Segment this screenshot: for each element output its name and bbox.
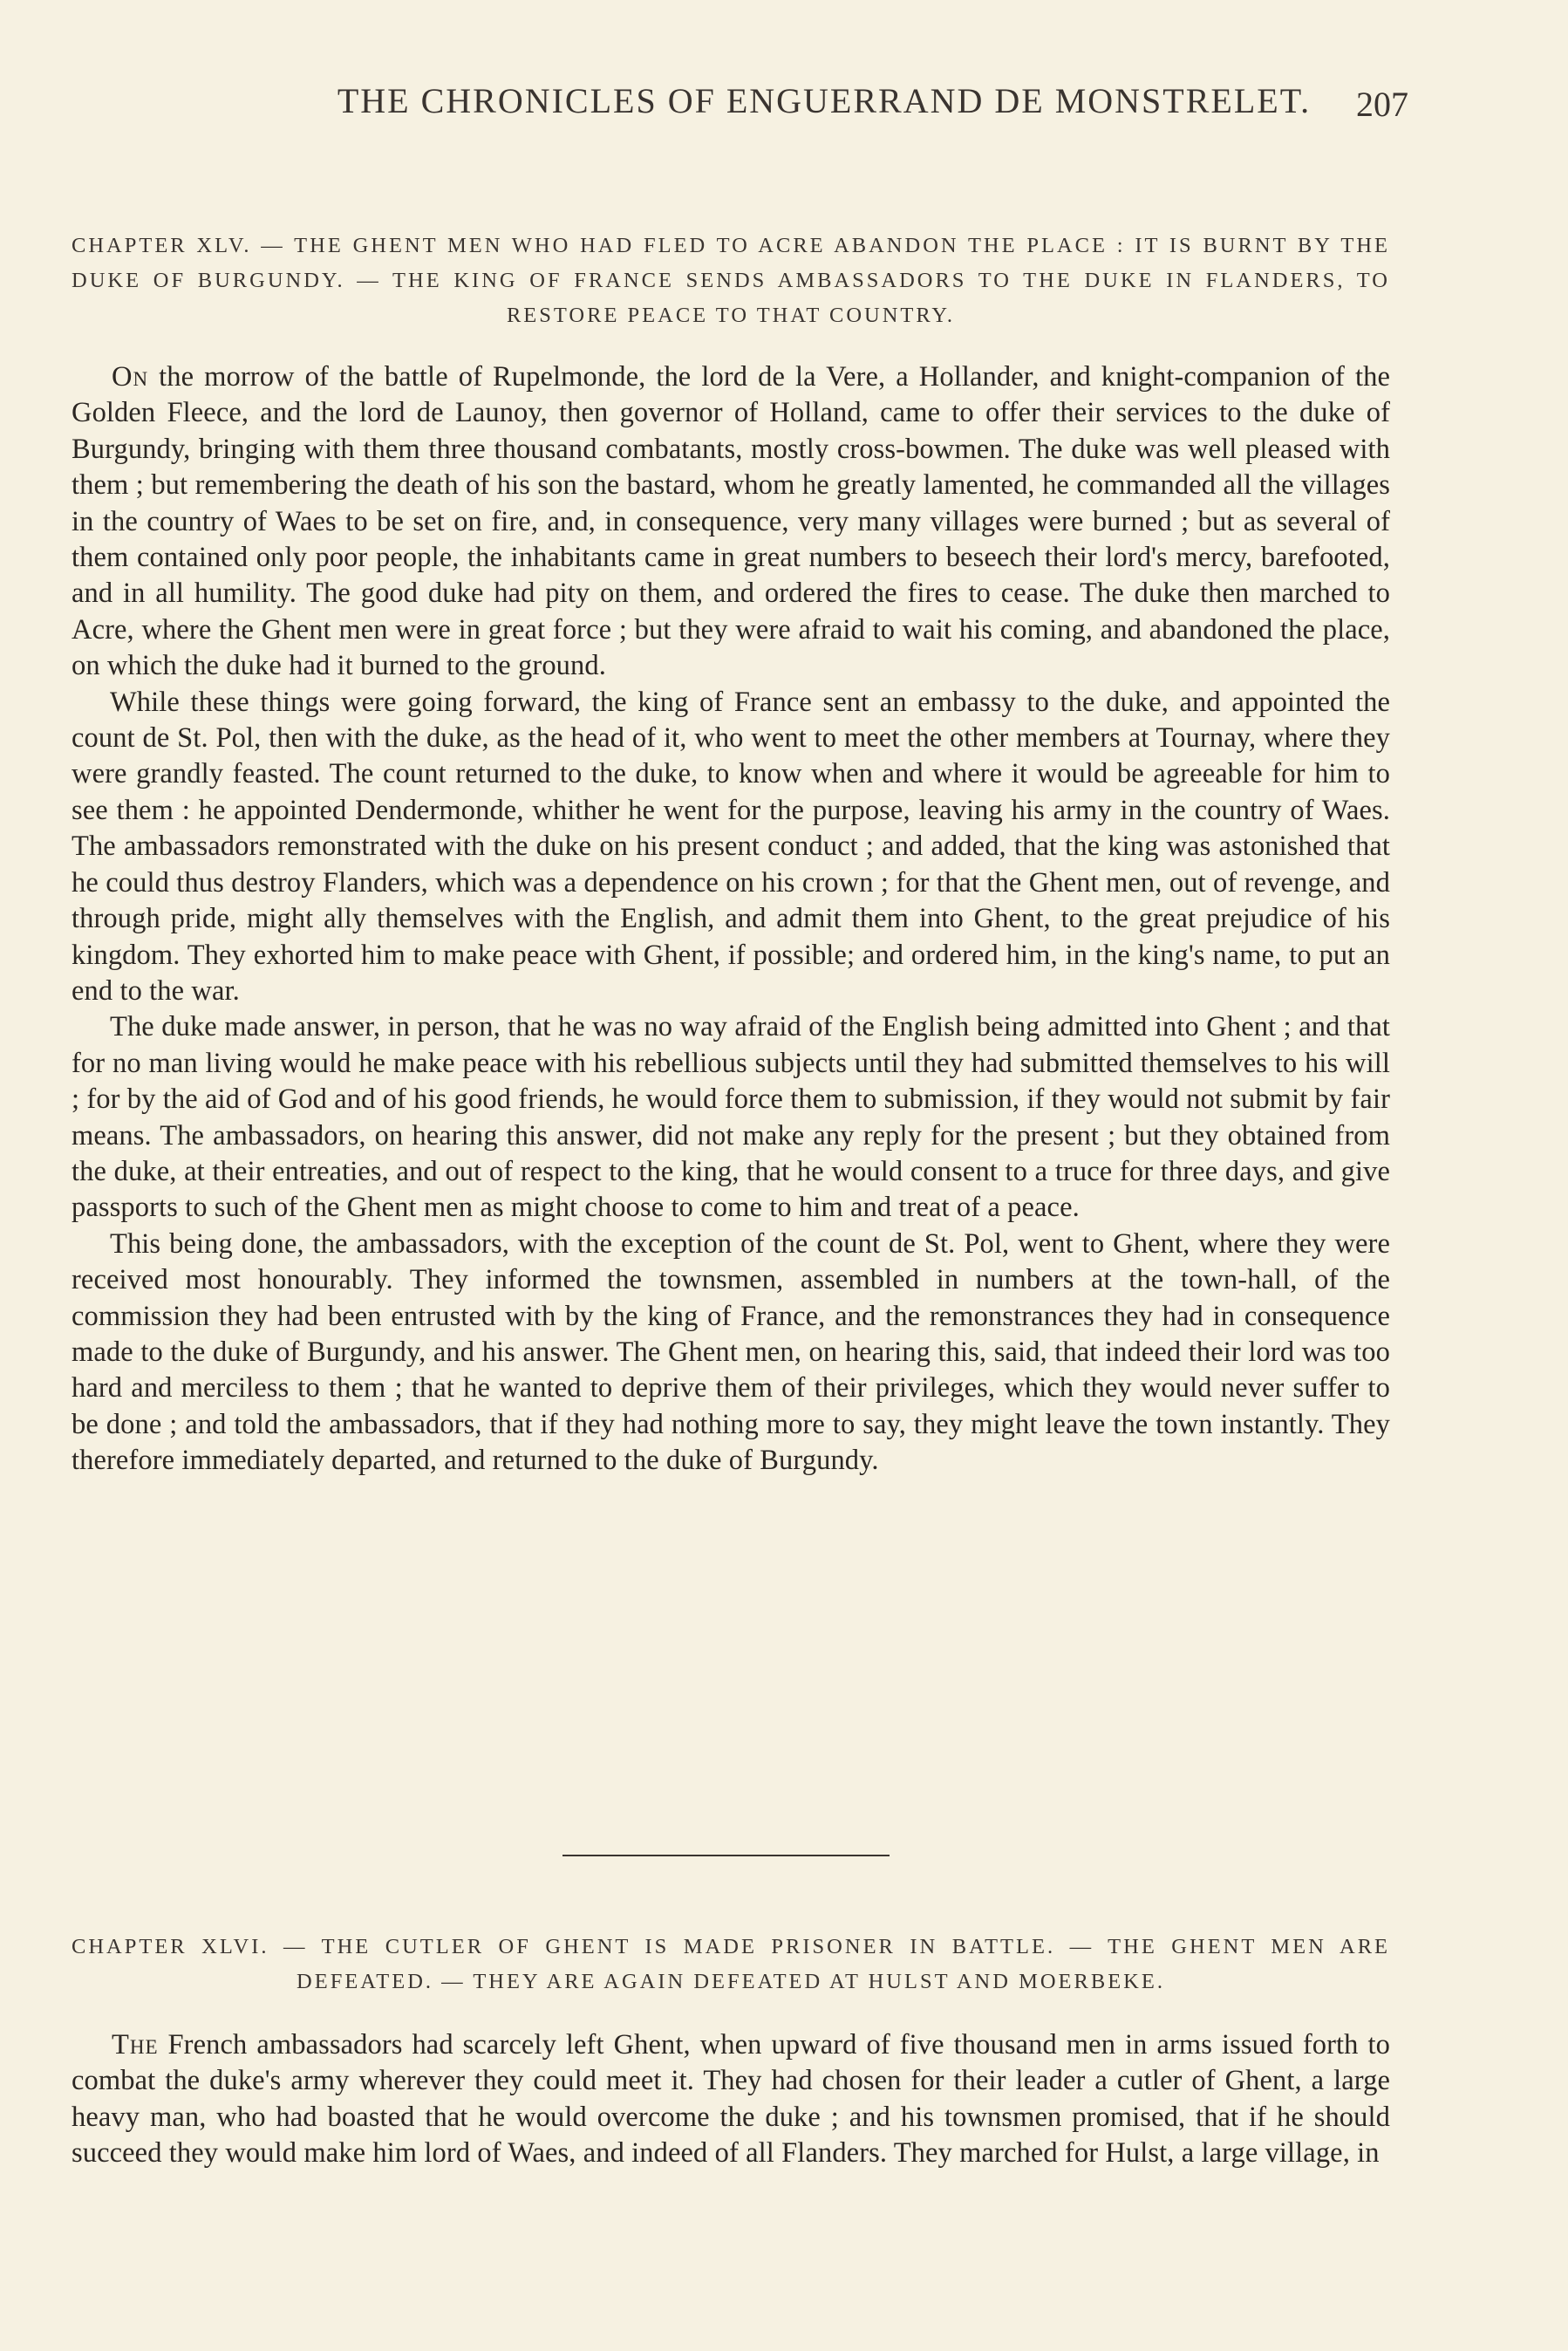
- chapter-46-heading-block: [72, 1930, 1390, 1999]
- paragraph: The duke made answer, in person, that he was no way afraid of the English being admitted into Ghent ; and that for no man living would he make peace with his rebellious subjects until they had submitted themselves to his will ; for by the aid of God and of his good friends, he would force them to submission, if they would not submit by fair means. The ambassadors, on hearing this answer, did not make any reply for the present ; but they obtained from the duke, at their entreaties, and out of respect to the king, that he would consent to a truce for three days, and give passports to such of the Ghent men as might choose to come to him and treat of a peace.: [72, 1011, 1390, 1224]
- page-number: 207: [1356, 85, 1408, 124]
- section-divider: [562, 1855, 890, 1856]
- paragraph: While these things were going forward, the king of France sent an embassy to the duke, and appointed the count de St. Pol, then with the duke, as the head of it, who went to meet the other members at Tournay, where they were grandly feasted. The count returned to the duke, to know when and where it would be agreeable for him to see them : he appointed Dendermonde, whither he went for the purpose, leaving his army in the country of Waes. The ambassadors remonstrated with the duke on his present conduct ; and added, that the king was astonished that he could thus destroy Flanders, which was a dependence on his crown ; for that the Ghent men, out of revenge, and through pride, might ally themselves with the English, and admit them into Ghent, to the great prejudice of his kingdom. They exhorted him to make peace with Ghent, if possible; and ordered him, in the king's name, to put an end to the war.: [72, 686, 1390, 1007]
- chapter-46-body: [72, 2027, 1390, 2172]
- paragraph-text: the morrow of the battle of Rupelmonde, the lord de la Vere, a Hollander, and knight-companion of the Golden Fleece, and the lord de Launoy, then governor of Holland, came to offer their services to the duke of Burgundy, bringing with them three thousand combatants, mostly cross-bowmen. The duke was well pleased with them ; but remembering the death of his son the bastard, whom he greatly lamented, he commanded all the villages in the country of Waes to be set on fire, and, in consequence, very many villages were burned ; but as several of them contained only poor people, the inhabitants came in great numbers to beseech their lord's mercy, barefooted, and in all humility. The good duke had pity on them, and ordered the fires to cease. The duke then marched to Acre, where the Ghent men were in great force ; but they were afraid to wait his coming, and abandoned the place, on which the duke had it burned to the ground.: [72, 361, 1390, 682]
- chapter-heading: CHAPTER XLVI. — THE CUTLER OF GHENT IS MADE PRISONER IN BATTLE. — THE GHENT MEN ARE DEFEATED. — THEY ARE AGAIN DEFEATED AT HULST AND MOERBEKE.: [72, 1935, 1390, 1993]
- chapter-45-body: [72, 359, 1390, 1480]
- chapter-heading: CHAPTER XLV. — THE GHENT MEN WHO HAD FLED TO ACRE ABANDON THE PLACE : IT IS BURNT BY THE DUKE OF BURGUNDY. — THE KING OF FRANCE SENDS AMBASSADORS TO THE DUKE IN FLANDERS, TO RESTORE PEACE TO THAT COUNTRY.: [72, 234, 1390, 327]
- paragraph-text: French ambassadors had scarcely left Ghent, when upward of five thousand men in arms issued forth to combat the duke's army wherever they could meet it. They had chosen for their leader a cutler of Ghent, a large heavy man, who had boasted that he would overcome the duke ; and his townsmen promised, that if he should succeed they would make him lord of Waes, and indeed of all Flanders. They marched for Hulst, a large village, in: [72, 2029, 1390, 2170]
- paragraph: [72, 2027, 1390, 2172]
- paragraph: This being done, the ambassadors, with the exception of the count de St. Pol, went to Ghent, where they were received most honourably. They informed the townsmen, assembled in numbers at the town-hall, of the commission they had been entrusted with by the king of France, and the remonstrances they had in consequence made to the duke of Burgundy, and his answer. The Ghent men, on hearing this, said, that indeed their lord was too hard and merciless to them ; that he wanted to deprive them of their privileges, which they would never suffer to be done ; and told the ambassadors, that if they had nothing more to say, they might leave the town instantly. They therefore immediately departed, and returned to the duke of Burgundy.: [72, 1227, 1390, 1477]
- running-title: THE CHRONICLES OF ENGUERRAND DE MONSTRELET.: [337, 81, 1312, 120]
- drop-word: On: [112, 361, 149, 393]
- paragraph: [72, 359, 1390, 685]
- drop-word: The: [112, 2029, 159, 2061]
- chapter-45-heading-block: [72, 229, 1390, 333]
